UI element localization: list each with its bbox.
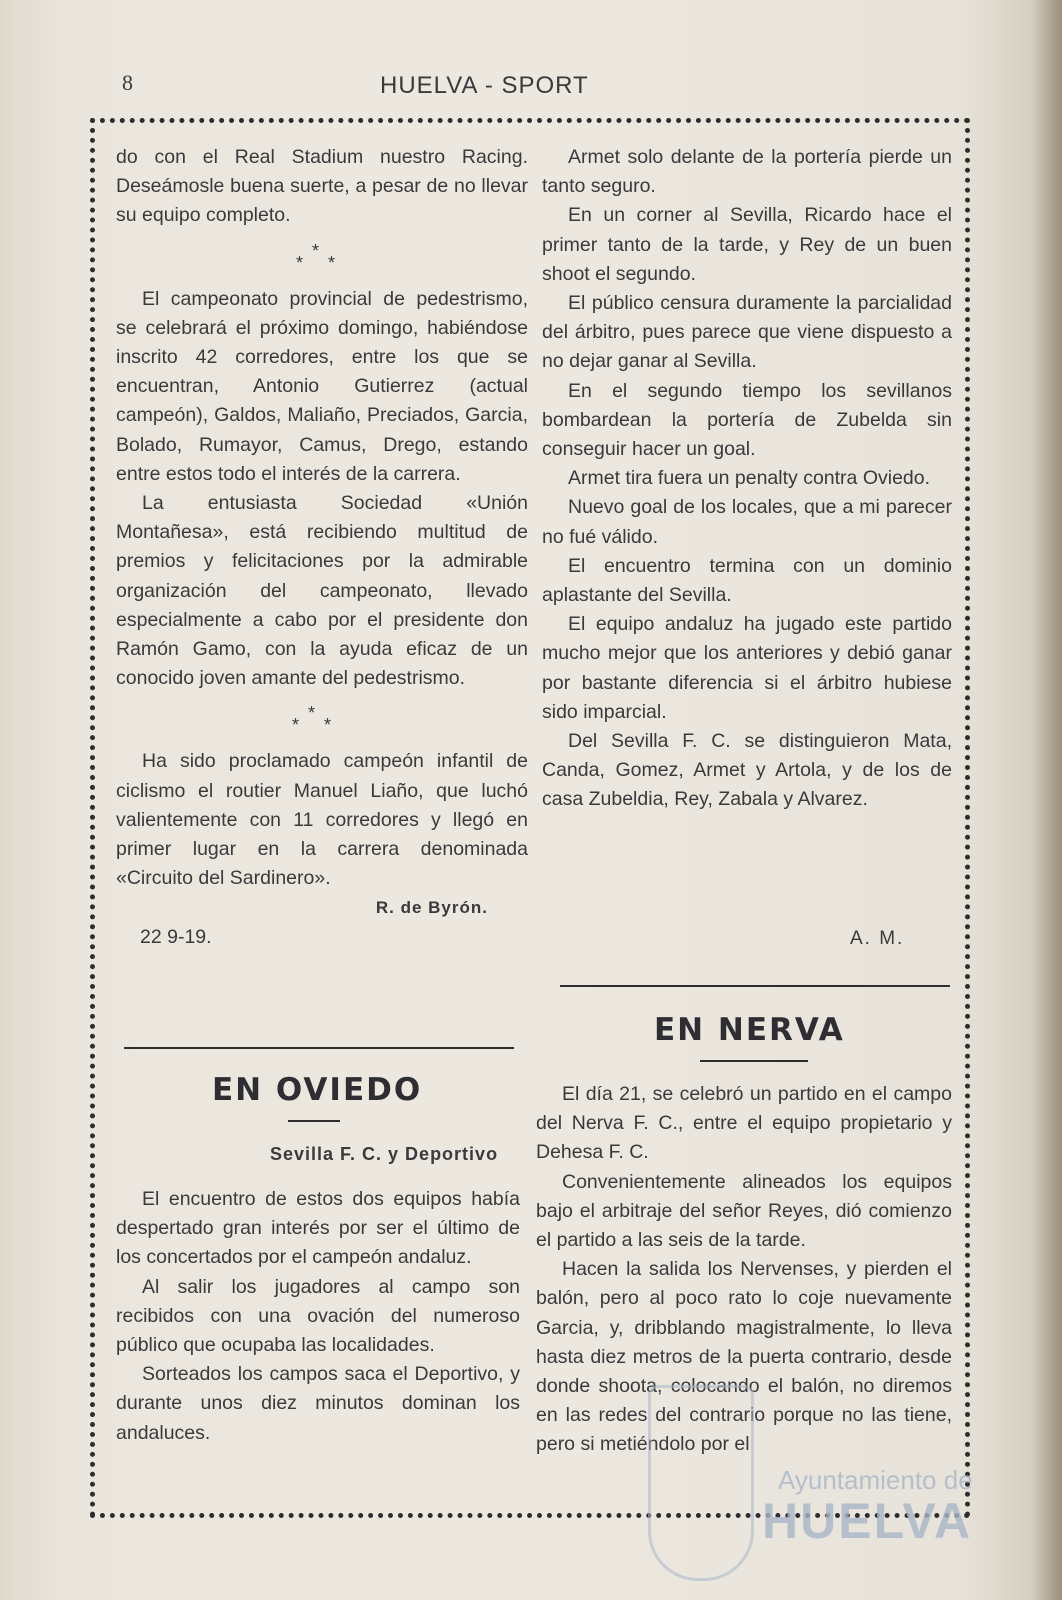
left-paragraph-2: El campeonato provincial de pedestrismo, se celebrará el próximo domingo, habiéndose inscrito 42 corredores, entre los que se encuentran, Antonio Gutierrez (actual campeón), Galdos, Maliaño, Preciados, Garcia, Bolado, Rumayor, Camus, Drego, estando entre estos todo el interés de la carrera. [116,287,528,485]
left-paragraph-4: Ha sido proclamado campeón infantil de ciclismo el routier Manuel Liaño, que luchó valientemente con 11 corredores y llegó en primer lugar en la carrera denominada «Circuito del Sardinero». [116,750,528,890]
left-paragraph-3: La entusiasta Sociedad «Unión Montañesa», está recibiendo multitud de premios y felicitaciones por la admirable organización del campeonato, llevado especialmente a cabo por el presidente don Ramón Gamo, con la ayuda eficaz de un conocido joven amante del pedestrismo. [116,492,528,690]
author-signature: R. de Byrón. [375,898,488,918]
section-subtitle-oviedo: Sevilla F. C. y Deportivo [270,1144,499,1164]
asterism-separator: * * * [296,240,336,273]
author-signature: A. M. [850,928,905,949]
coat-of-arms-watermark-icon [648,1385,754,1581]
right-paragraph-5: Armet tira fuera un penalty contra Oviedo. [568,467,931,490]
page-header-title: HUELVA - SPORT [380,72,589,99]
watermark-line-2: HUELVA [762,1493,973,1549]
nerva-paragraph-2: Convenientemente alineados los equipos bajo el arbitraje del señor Reyes, dió comienzo el partido a las seis de la tarde. [536,1170,952,1252]
section-divider-ornament [560,985,950,987]
nerva-paragraph-1: El día 21, se celebró un partido en el campo del Nerva F. C., entre el equipo propietario y Dehesa F. C. [536,1083,952,1164]
title-underline [288,1120,340,1122]
right-paragraph-6: Nuevo goal de los locales, que a mi parecer no fué válido. [542,496,952,548]
watermark-line-1: Ayuntamiento de [778,1465,973,1495]
right-paragraph-4: En el segundo tiempo los sevillanos bombardean la portería de Zubelda sin conseguir hacer un goal. [542,379,952,461]
oviedo-article [116,1185,520,1448]
article-date: 22 9-19. [140,925,212,948]
page-number: 8 [122,70,133,95]
left-paragraph-1: do con el Real Stadium nuestro Racing. Deseámosle buena suerte, a pesar de no llevar su equipo completo. [116,146,528,227]
right-paragraph-8: El equipo andaluz ha jugado este partido mucho mejor que los anteriores y debió ganar por bastante diferencia si el árbitro hubiese sido imparcial. [542,613,952,723]
right-paragraph-3: El público censura duramente la parcialidad del árbitro, pues parece que viene dispuesto a no dejar ganar al Sevilla. [542,292,952,373]
section-divider-ornament [124,1047,514,1049]
asterism-separator: * * * [292,703,332,736]
left-column [116,143,528,952]
section-title-oviedo: EN OVIEDO [212,1072,423,1108]
oviedo-paragraph-2: Al salir los jugadores al campo son recibidos con una ovación del numeroso público que ocupaba las localidades. [116,1275,520,1357]
section-title-nerva: EN NERVA [654,1012,845,1048]
oviedo-paragraph-1: El encuentro de estos dos equipos había despertado gran interés por ser el último de los concertados por el campeón andaluz. [116,1188,520,1269]
title-underline [700,1060,808,1062]
right-paragraph-1: Armet solo delante de la portería pierde un tanto seguro. [542,146,952,198]
right-paragraph-7: El encuentro termina con un dominio aplastante del Sevilla. [542,554,952,607]
right-paragraph-9: Del Sevilla F. C. se distinguieron Mata, Canda, Gomez, Armet y Artola, y de los de casa Zubeldia, Rey, Zabala y Alvarez. [542,730,952,811]
nerva-paragraph-3: Hacen la salida los Nervenses, y pierden el balón, pero al poco rato lo coje nuevamente Garcia, y, dribblando magistralmente, lo lleva hasta diez metros de la puerta contrario, desde donde shoota, colocando el balón, no diremos en las redes del contrario porque no las tiene, pero si metiéndolo por el [536,1258,952,1456]
oviedo-paragraph-3: Sorteados los campos saca el Deportivo, y durante unos diez minutos dominan los andaluces. [116,1363,520,1444]
right-column [542,143,952,815]
right-paragraph-2: En un corner al Sevilla, Ricardo hace el primer tanto de la tarde, y Rey de un buen shoot el segundo. [542,204,952,285]
